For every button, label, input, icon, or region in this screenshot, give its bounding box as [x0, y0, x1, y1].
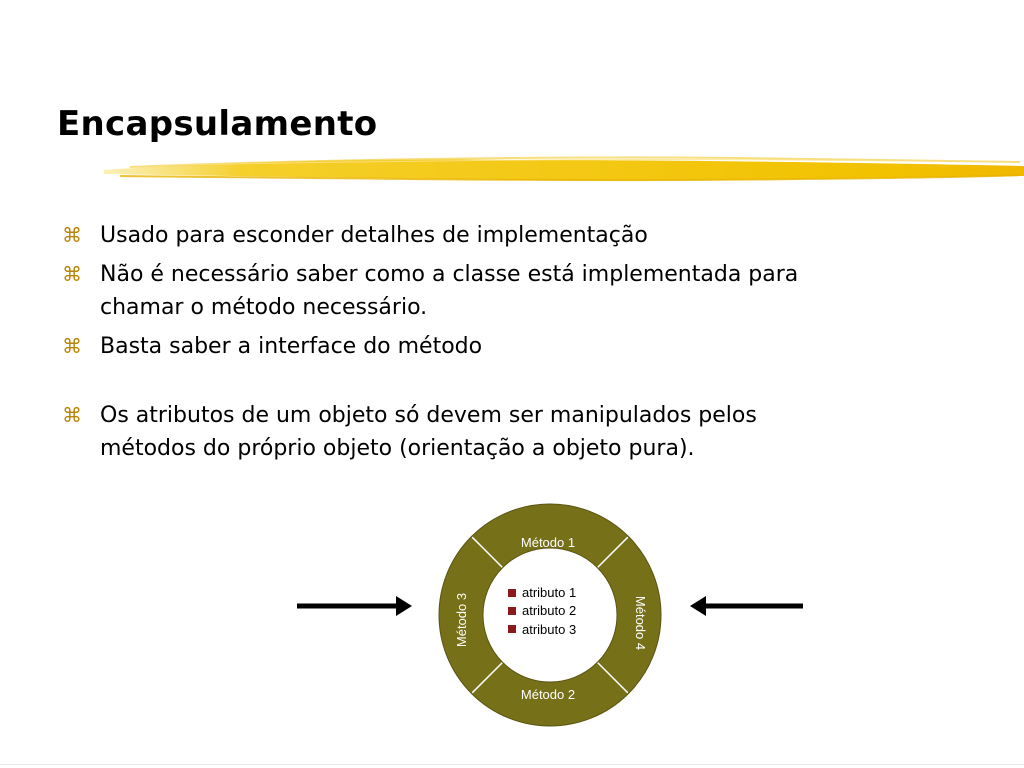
method-label-1: Método 1 [520, 535, 576, 550]
attribute-bullet-icon [508, 607, 516, 615]
attribute-item: atributo 3 [522, 622, 577, 637]
command-key-icon: ⌘ [62, 262, 82, 286]
bullet-item [62, 219, 962, 252]
command-key-icon: ⌘ [62, 223, 82, 247]
bullet-text: Não é necessário saber como a classe está implementada para [100, 262, 799, 287]
method-label-4: Método 4 [633, 595, 648, 651]
slide-title: Encapsulamento [57, 104, 378, 144]
attribute-item: atributo 2 [522, 603, 577, 618]
slide-bottom-divider [0, 764, 1024, 765]
attribute-item: atributo 1 [522, 585, 577, 600]
attribute-bullet-icon [508, 589, 516, 597]
bullet-item [62, 330, 962, 363]
right-arrow-icon [690, 596, 803, 616]
command-key-icon: ⌘ [62, 334, 82, 358]
attribute-bullet-icon [508, 625, 516, 633]
bullet-list [62, 219, 962, 471]
method-label-3: Método 3 [454, 592, 469, 648]
bullet-text: Os atributos de um objeto só devem ser manipulados pelos [100, 403, 757, 428]
method-label-2: Método 2 [520, 687, 576, 702]
command-key-icon: ⌘ [62, 403, 82, 427]
bullet-text: Usado para esconder detalhes de implementação [100, 223, 648, 248]
title-underline-brush [100, 148, 1024, 188]
left-arrow-icon [297, 596, 412, 616]
encapsulation-diagram [290, 500, 820, 740]
bullet-item [62, 399, 962, 465]
bullet-text: Basta saber a interface do método [100, 334, 483, 359]
bullet-item [62, 258, 962, 324]
bullet-text-continuation: chamar o método necessário. [100, 295, 428, 320]
bullet-text-continuation: métodos do próprio objeto (orientação a objeto pura). [100, 436, 695, 461]
